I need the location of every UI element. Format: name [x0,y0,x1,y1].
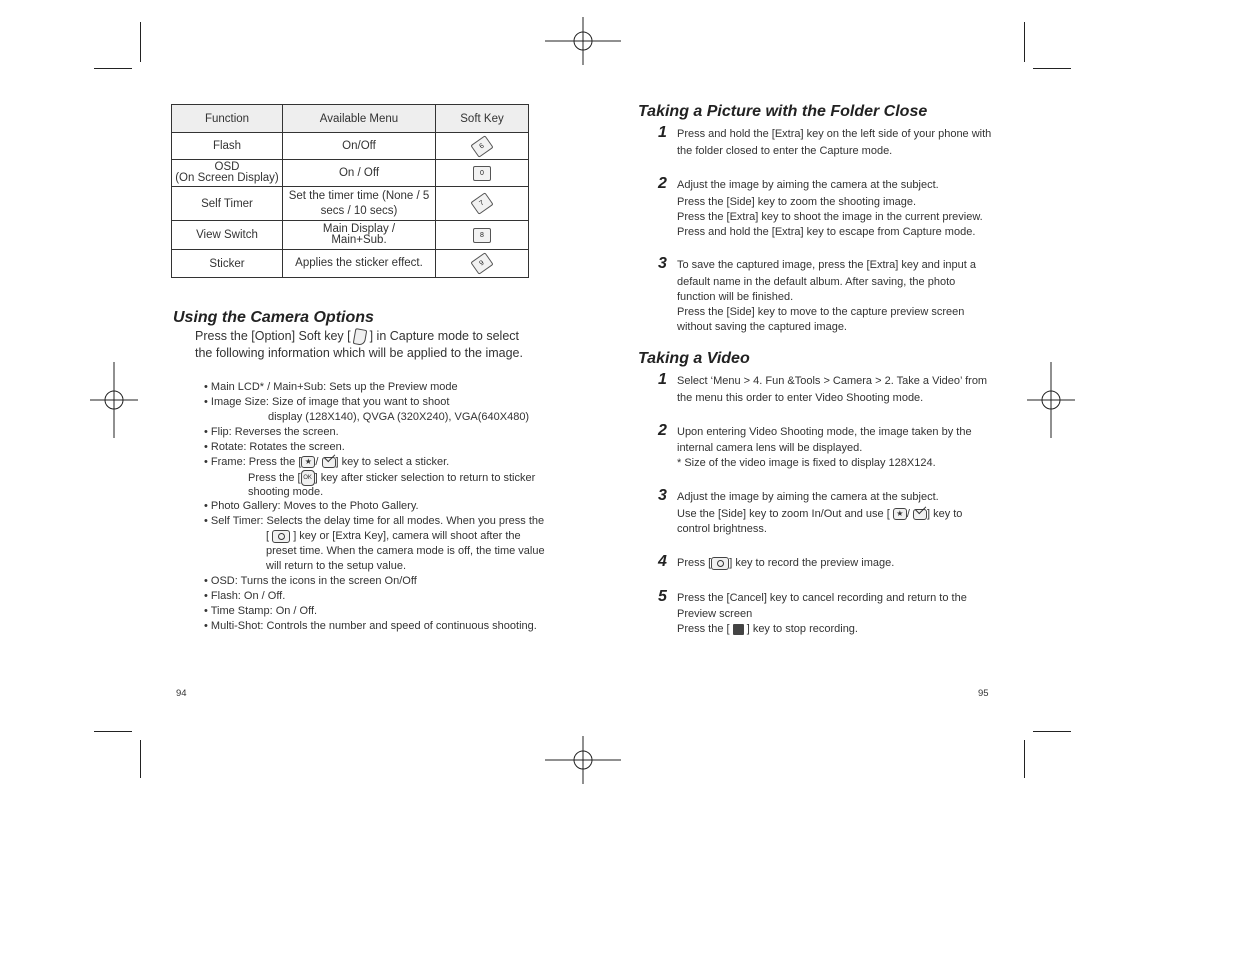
envelope-key-icon [322,457,336,468]
table-cell-key [436,250,529,278]
registration-mark [545,3,621,79]
registration-mark [76,362,152,438]
table-cell-function: OSD (On Screen Display) [172,160,283,187]
crop-mark [140,22,141,62]
text-line: Use the [Side] key to zoom In/Out and use [ ★ / ] key to [677,508,963,520]
text-part: Press the [ [677,623,730,635]
text-line: Select ‘Menu > 4. Fun &Tools > Camera > 2. Take a Video’ from [677,375,988,387]
text-part: ] key after sticker selection to return to sticker [314,471,536,484]
key-7-icon: 7 [470,192,493,215]
table-header-menu: Available Menu [283,105,436,133]
text-line: without saving the captured image. [677,321,847,333]
step-number: 2 [658,422,667,439]
list-item: display (128X140), QVGA (320X240), VGA(640X480) [268,411,530,423]
list-item: • Multi-Shot: Controls the number and speed of continuous shooting. [204,620,537,632]
text-line: Press the [Cancel] key to cancel recording and return to the [677,592,967,604]
crop-mark [94,68,132,69]
list-item: will return to the setup value. [266,560,407,572]
text-part: Press [ [677,557,712,569]
envelope-key-icon [913,509,927,520]
table-cell-function: View Switch [172,221,283,250]
text-part: • Frame: Press the [ [204,456,302,468]
text-line: function will be finished. [677,291,794,303]
list-item: • Flash: On / Off. [204,590,286,602]
text-line: the menu this order to enter Video Shooting mode. [677,392,924,404]
crop-mark [1033,68,1071,69]
text-line: default name in the default album. After saving, the photo [677,276,956,288]
table-row [172,160,529,187]
intro-text [195,328,535,362]
table-cell-menu: On/Off [283,133,436,160]
camera-key-icon [711,557,729,570]
text-line: Press the [Side] key to move to the capture preview screen [677,306,965,318]
step-text [677,591,967,637]
text-line: * Size of the video image is fixed to display 128X124. [677,457,936,469]
text-part: ] key to stop recording. [746,623,858,635]
camera-options-table [171,104,529,278]
text-line: internal camera lens will be displayed. [677,442,863,454]
intro-part: ] in Capture mode to select [369,329,519,343]
crop-mark [1024,22,1025,62]
step-number: 1 [658,371,667,388]
step-number: 2 [658,175,667,192]
step-text [677,178,983,240]
step-number: 1 [658,124,667,141]
intro-part: the following information which will be applied to the image. [195,346,523,360]
table-cell-menu: Main Display / Main+Sub. [283,221,436,250]
step-text [677,258,976,335]
text-part: ] key or [Extra Key], camera will shoot after the [293,530,521,542]
table-cell-key [436,187,529,221]
key-9-icon: 9 [470,252,493,275]
table-cell-key [436,133,529,160]
list-item: • Photo Gallery: Moves to the Photo Gallery. [204,500,419,512]
text-line: Press and hold the [Extra] key to escape from Capture mode. [677,226,976,238]
text-line: To save the captured image, press the [Extra] key and input a [677,259,977,271]
soft-key-icon [353,328,368,346]
list-item: [ ] key or [Extra Key], camera will shoot after the [266,530,521,542]
step-text [677,127,991,159]
step-number: 3 [658,255,667,272]
text-line: control brightness. [677,523,767,535]
list-item: • Flip: Reverses the screen. [204,426,339,438]
table-row [172,221,529,250]
list-item: • Rotate: Rotates the screen. [204,441,345,453]
registration-mark [545,722,621,798]
table-header-row [172,105,529,133]
step-text [677,425,972,471]
list-item: • Main LCD* / Main+Sub: Sets up the Preview mode [204,381,458,393]
text-line: Adjust the image by aiming the camera at the subject. [677,491,939,503]
table-cell-menu: On / Off [283,160,436,187]
section-heading-camera-options: Using the Camera Options [173,309,374,326]
step-text [677,490,962,537]
crop-mark [1033,731,1071,732]
step-number: 4 [658,553,667,570]
key-0-icon: 0 [473,166,491,181]
table-cell-function: Flash [172,133,283,160]
table-cell-key [436,160,529,187]
table-header-softkey: Soft Key [436,105,529,133]
list-item: • Self Timer: Selects the delay time for all modes. When you press the [204,515,545,527]
text-line [677,622,967,637]
table-cell-menu: Applies the sticker effect. [283,250,436,278]
step-text [677,556,894,571]
crop-mark [94,731,132,732]
text-line: Preview screen [677,608,753,620]
table-row [172,133,529,160]
list-item: preset time. When the camera mode is off, the time value [266,545,545,557]
text-line: Adjust the image by aiming the camera at the subject. [677,179,939,191]
table-cell-menu: Set the timer time (None / 5 secs / 10 secs) [283,187,436,221]
crop-mark [140,740,141,778]
text-line: Press the [Side] key to zoom the shooting image. [677,196,917,208]
table-row [172,250,529,278]
star-key-icon: ★ [301,456,315,468]
intro-part: Press the [Option] Soft key [ [195,329,351,343]
step-number: 5 [658,588,667,605]
list-item [248,470,535,486]
crop-mark [1024,740,1025,778]
list-item: shooting mode. [248,486,324,498]
table-cell-key [436,221,529,250]
star-key-icon: ★ [893,508,907,520]
text-line: the folder closed to enter the Capture mode. [677,145,893,157]
section-heading-video: Taking a Video [638,350,750,367]
section-heading-folder-close: Taking a Picture with the Folder Close [638,103,928,120]
table-cell-function: Self Timer [172,187,283,221]
list-item: • Time Stamp: On / Off. [204,605,318,617]
step-text [677,374,987,406]
page-number-right: 95 [978,688,989,699]
camera-key-icon [272,530,290,543]
page-number-left: 94 [176,688,187,699]
ok-key-icon: OK [301,470,315,486]
text-line: Press the [Extra] key to shoot the image in the current preview. [677,211,983,223]
text-line: Upon entering Video Shooting mode, the image taken by the [677,426,972,438]
text-part: Use the [Side] key to zoom In/Out and use [ [677,508,890,520]
text-part: ] key to [926,508,963,520]
key-6-icon: 6 [470,135,493,158]
list-item: • Frame: Press the [ ★ / ] key to select a sticker. [204,456,450,468]
registration-mark [1013,362,1089,438]
text-part: ] key to select a sticker. [335,456,450,468]
table-header-function: Function [172,105,283,133]
text-part: Press the [ [248,471,301,484]
table-cell-function: Sticker [172,250,283,278]
text-part: ] key to record the preview image. [729,557,895,569]
list-item: • OSD: Turns the icons in the screen On/Off [204,575,417,587]
stop-icon [733,624,744,635]
key-8-icon: 8 [473,228,491,243]
step-number: 3 [658,487,667,504]
text-line: Press and hold the [Extra] key on the left side of your phone with [677,128,992,140]
table-row [172,187,529,221]
list-item: • Image Size: Size of image that you want to shoot [204,396,450,408]
